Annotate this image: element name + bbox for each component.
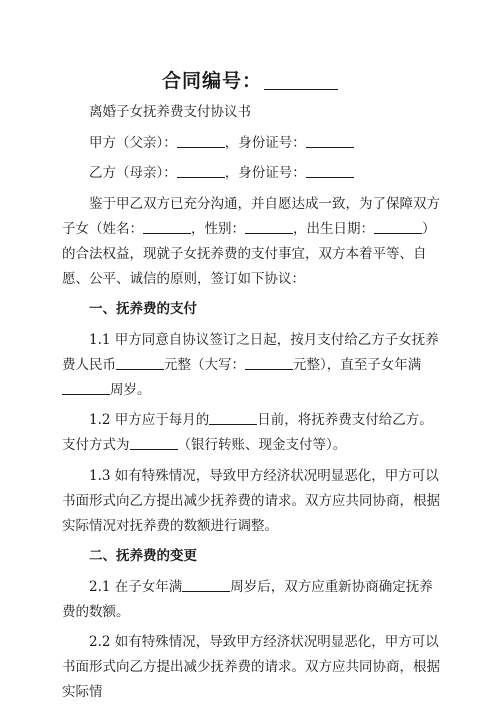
clause-1-1 — [62, 328, 442, 403]
amount-uppercase-blank[interactable] — [245, 355, 293, 370]
preamble-text-1: 鉴于甲乙双方已充分沟通，并自愿达成一致，为了保障双方子女（姓名： — [62, 195, 440, 237]
clause-2-1-text-b: 周岁后，双方应重新协商确定抚养费的数额。 — [62, 578, 433, 620]
clause-1-1-text-c: 元整），直至子女年满 — [293, 356, 422, 373]
preamble-paragraph — [62, 192, 442, 292]
clause-1-1-text-a: 1.1 甲方同意自协议签订之日起，按月支付给乙方子女抚养费人民币 — [62, 331, 439, 373]
contract-number-label: 合同编号： — [161, 70, 262, 92]
party-b-id-label: ，身份证号： — [224, 165, 306, 181]
clause-1-2-text-b: 日前，将抚养费支付给乙方。支付方式为 — [62, 412, 433, 453]
clause-1-3: 1.3 如有特殊情况，导致甲方经济状况明显恶化，甲方可以书面形式向乙方提出减少抚养费的请求。双方应共同协商，根据实际情况对抚养费的数额进行调整。 — [62, 467, 440, 534]
party-a-name-blank[interactable] — [177, 133, 225, 148]
child-gender-blank[interactable] — [245, 219, 293, 234]
section-2-title: 二、抚养费的变更 — [89, 548, 197, 564]
party-b-label: 乙方（母亲）： — [89, 165, 177, 181]
payment-method-blank[interactable] — [130, 435, 178, 450]
preamble-text-3: ，出生日期： — [293, 220, 374, 237]
clause-2-1 — [62, 575, 442, 625]
pay-day-blank[interactable] — [209, 410, 257, 425]
age-limit-blank[interactable] — [62, 380, 110, 395]
clause-1-1-text-d: 周岁。 — [110, 381, 151, 398]
amount-blank[interactable] — [116, 355, 164, 370]
clause-1-2 — [62, 408, 442, 458]
document-body — [62, 100, 442, 711]
doc-title: 离婚子女抚养费支付协议书 — [89, 104, 251, 120]
preamble-text-4: ）的合法权益，现就子女抚养费的支付事宜，双方本着平等、自愿、公平、诚信的原则，签订如下协议： — [62, 220, 436, 287]
renegotiate-age-blank[interactable] — [182, 577, 230, 592]
party-a-id-blank[interactable] — [306, 133, 354, 148]
contract-number-title — [0, 66, 500, 93]
party-a-label: 甲方（父亲）： — [89, 134, 177, 151]
clause-2-1-text-a: 2.1 在子女年满 — [89, 578, 183, 595]
contract-number-blank[interactable] — [264, 70, 338, 90]
clause-1-2-text-a: 1.2 甲方应于每月的 — [89, 412, 210, 428]
party-a-line — [62, 131, 442, 156]
section-1-title: 一、抚养费的支付 — [89, 301, 197, 317]
party-b-line — [62, 161, 442, 186]
party-b-id-blank[interactable] — [306, 163, 354, 178]
party-b-name-blank[interactable] — [177, 163, 225, 178]
preamble-text-2: ，性别： — [191, 220, 245, 237]
clause-1-2-text-c: （银行转账、现金支付等）。 — [177, 437, 347, 453]
clause-2-2: 2.2 如有特殊情况，导致甲方经济状况明显恶化，甲方可以书面形式向乙方提出减少抚养费的请求。双方应共同协商，根据实际情 — [62, 634, 440, 700]
clause-1-1-text-b: 元整（大写： — [164, 356, 245, 373]
party-a-id-label: ，身份证号： — [224, 134, 306, 151]
child-birthdate-blank[interactable] — [374, 219, 422, 234]
child-name-blank[interactable] — [143, 219, 191, 234]
